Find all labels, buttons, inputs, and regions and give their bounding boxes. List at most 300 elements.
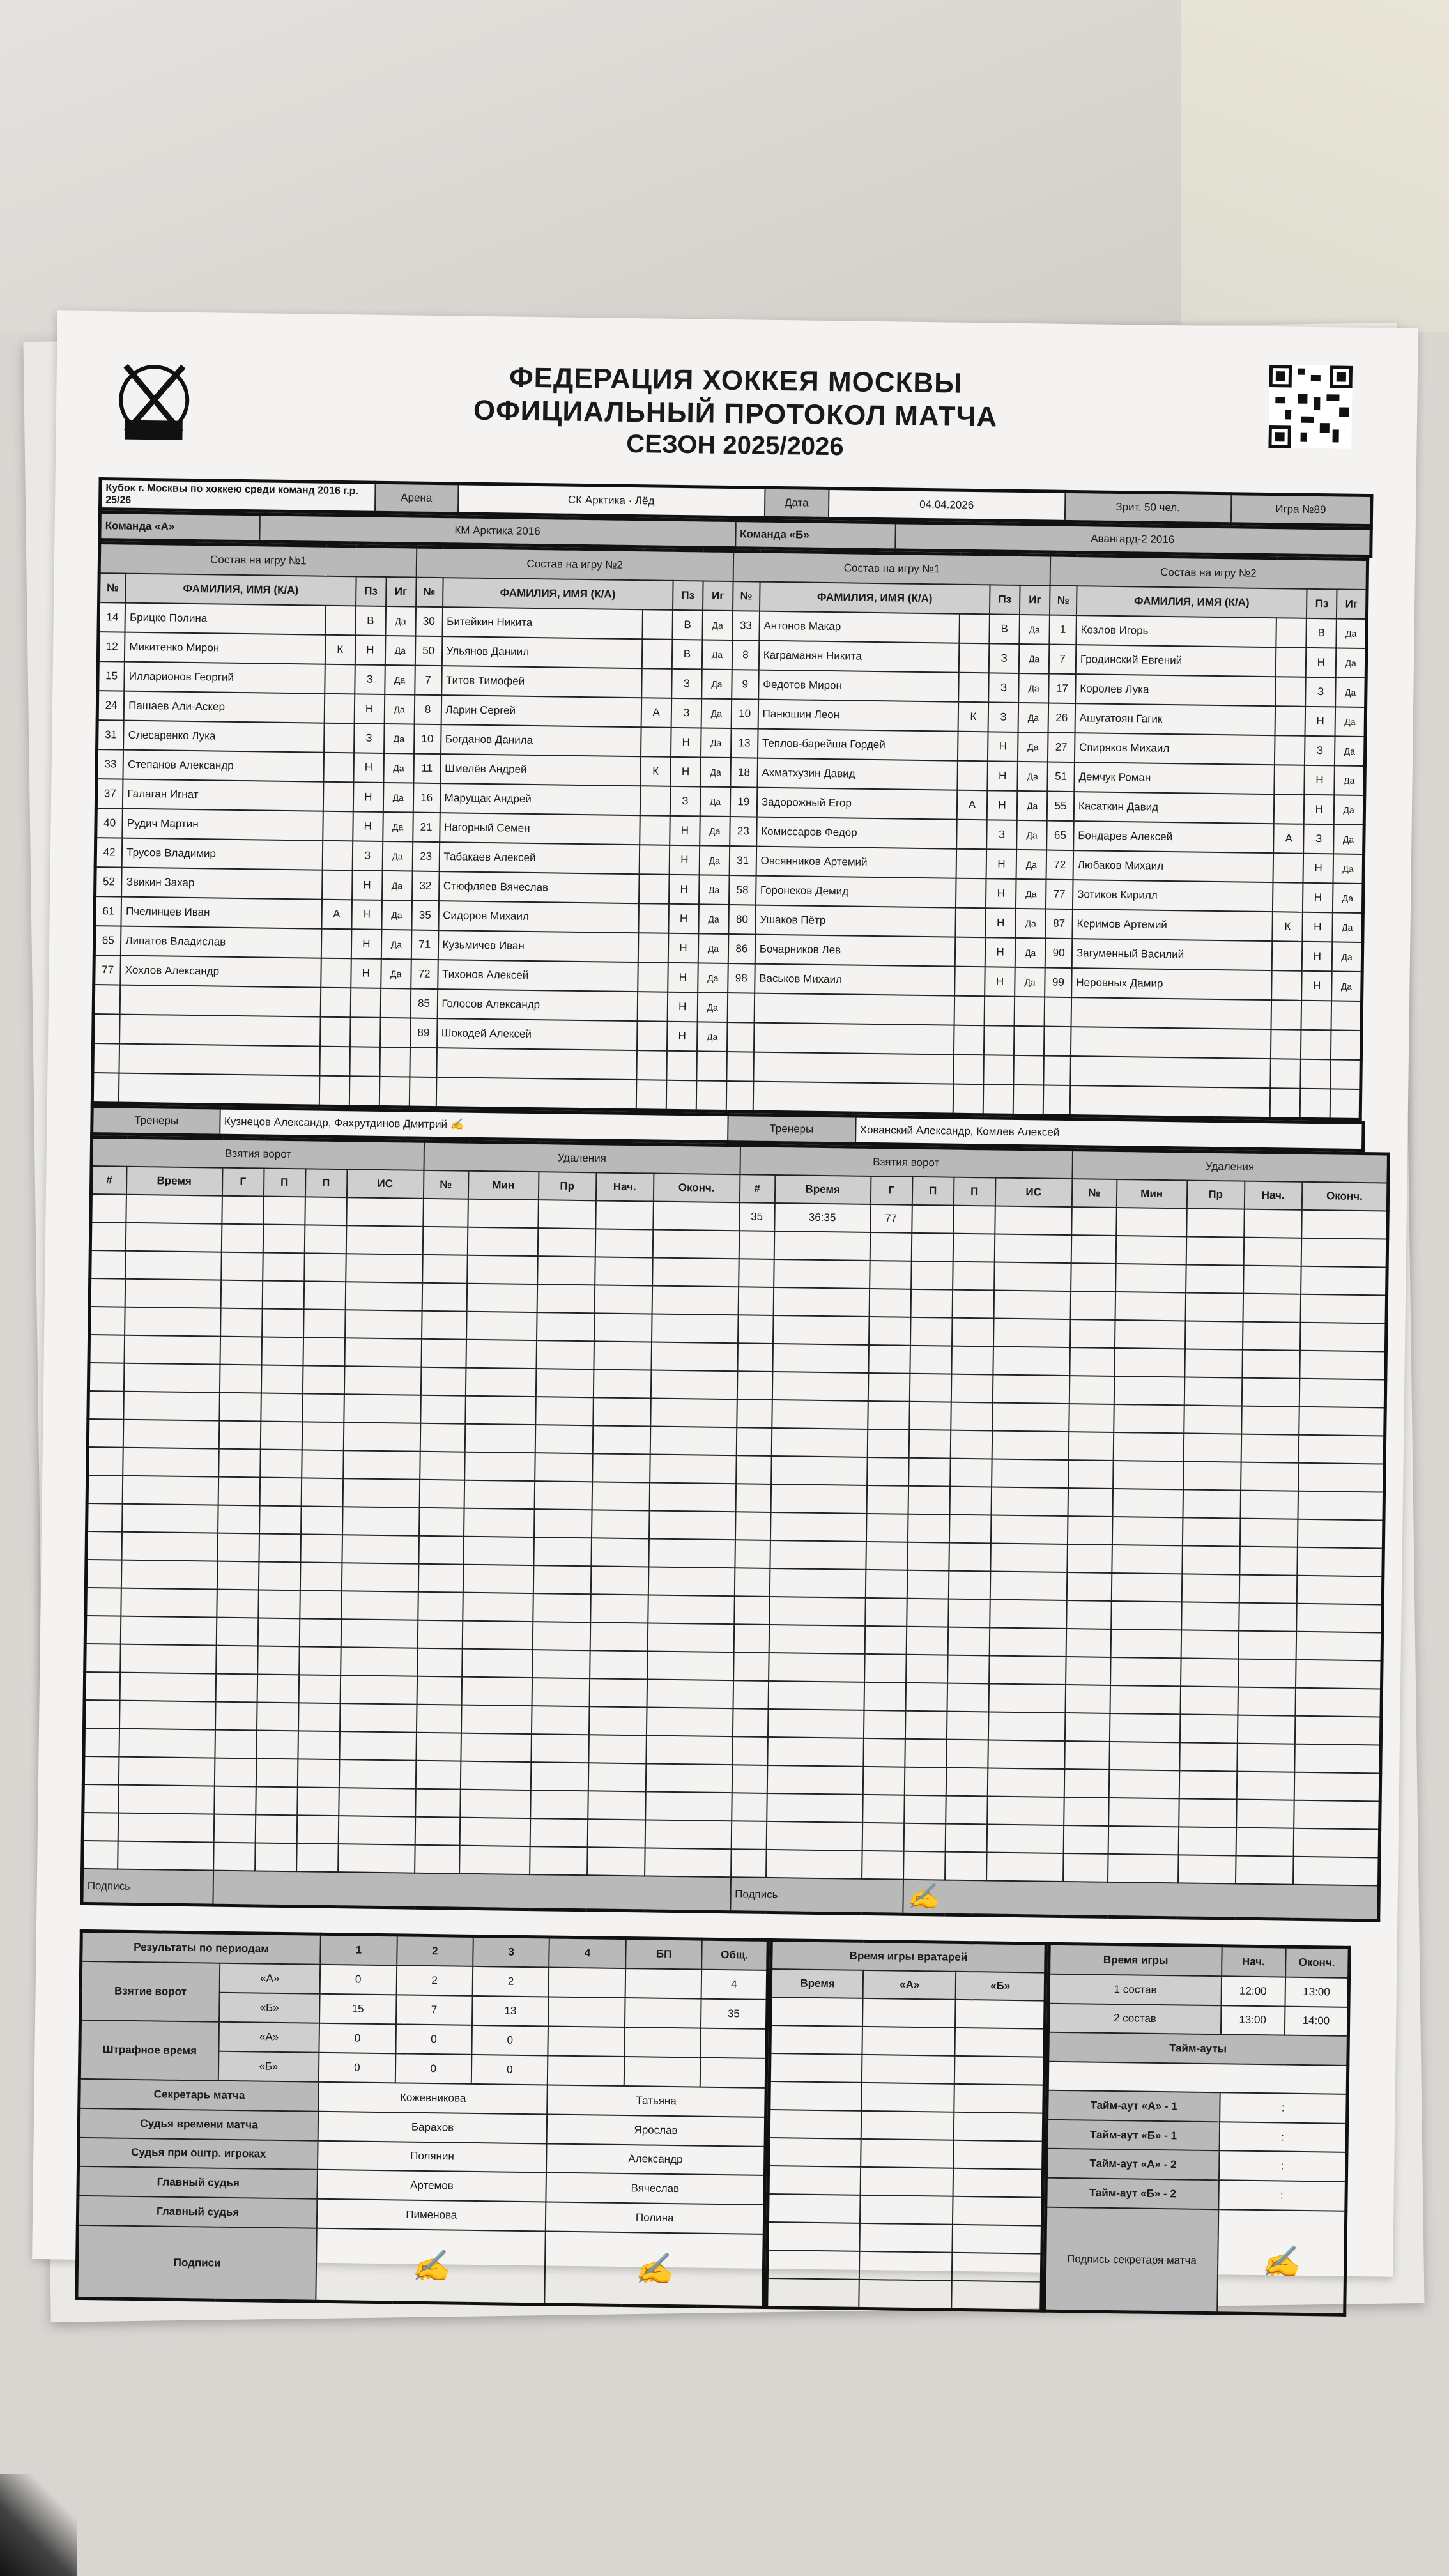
goalie-body <box>767 1997 1045 2311</box>
player-number: 17 <box>1048 674 1075 704</box>
event-cell <box>908 1430 951 1459</box>
player-role <box>641 728 671 758</box>
coaches-a-label: Тренеры <box>92 1107 220 1136</box>
event-cell <box>910 1289 953 1318</box>
event-cell <box>945 1852 987 1881</box>
event-cell <box>867 1457 909 1486</box>
event-cell <box>769 1597 866 1626</box>
event-cell <box>590 1567 648 1595</box>
event-cell <box>767 1737 864 1767</box>
event-cell <box>768 1681 864 1710</box>
event-cell <box>417 1648 463 1677</box>
event-cell <box>415 1845 460 1874</box>
event-cell <box>907 1542 949 1571</box>
pen-a-label: «А» <box>218 2022 319 2053</box>
event-cell <box>261 1337 303 1366</box>
event-cell <box>256 1731 298 1759</box>
event-cell <box>1181 1630 1239 1659</box>
official-role: Главный судья <box>78 2166 318 2199</box>
event-cell <box>304 1254 346 1282</box>
player-role <box>1275 677 1306 707</box>
penalty-col: Нач. <box>595 1173 654 1202</box>
penalty-col: № <box>1071 1179 1117 1208</box>
event-cell <box>732 1793 767 1822</box>
event-cell <box>465 1396 536 1425</box>
pen-b-p1: 0 <box>319 2053 395 2083</box>
player-played: Да <box>385 636 416 666</box>
timeout-a2-label: Тайм-аут «А» - 2 <box>1046 2149 1219 2180</box>
player-name: Ларин Сергей <box>441 695 641 727</box>
player-role <box>636 1051 667 1081</box>
event-cell <box>341 1620 418 1649</box>
player-number: 30 <box>415 607 442 637</box>
goalie-cell <box>862 2027 956 2056</box>
event-cell <box>466 1312 537 1340</box>
player-number: 19 <box>730 787 757 817</box>
player-name: Антонов Макар <box>759 611 960 643</box>
event-cell <box>417 1620 463 1649</box>
player-played: Да <box>699 875 730 905</box>
event-cell <box>1238 1687 1296 1716</box>
event-cell <box>1179 1715 1238 1744</box>
player-role <box>325 664 355 694</box>
event-cell <box>1186 1237 1244 1266</box>
sign-a-field <box>213 1871 731 1912</box>
goal-col: П <box>953 1177 995 1206</box>
player-position: Н <box>1303 912 1333 942</box>
event-cell <box>1243 1322 1301 1351</box>
event-cell <box>123 1392 220 1421</box>
event-cell <box>421 1339 466 1368</box>
timeouts-title: Тайм-ауты <box>1048 2032 1349 2066</box>
event-cell <box>531 1734 589 1763</box>
player-played: Да <box>1016 850 1047 880</box>
pen-a-so <box>624 2027 701 2057</box>
player-played: Да <box>1335 678 1366 708</box>
event-cell <box>987 1797 1064 1826</box>
player-name: Теплов-барейша Гордей <box>758 729 958 761</box>
event-cell <box>263 1225 305 1254</box>
player-played: Да <box>1332 942 1363 972</box>
player-played: Да <box>1019 615 1050 645</box>
event-cell <box>86 1588 121 1616</box>
coaches-a-names: Кузнецов Александр, Фахрутдинов Дмитрий <box>224 1116 448 1131</box>
event-cell <box>343 1423 420 1452</box>
col-played: Иг <box>703 581 733 611</box>
player-number: 55 <box>1047 792 1074 822</box>
event-cell <box>953 1206 995 1234</box>
player-position: Н <box>985 908 1016 939</box>
penalties-a-title: Удаления <box>424 1142 740 1175</box>
penalty-col: Мин <box>468 1171 539 1200</box>
event-cell <box>89 1307 125 1335</box>
player-role <box>322 870 353 900</box>
event-cell <box>1178 1855 1236 1884</box>
event-cell <box>123 1420 219 1449</box>
signature-icon: ✍ <box>907 1882 940 1912</box>
official-role: Судья при оштр. игроках <box>79 2137 318 2170</box>
player-role <box>957 761 988 791</box>
penalty-col: Нач. <box>1244 1181 1302 1210</box>
event-cell <box>297 1759 339 1788</box>
timeout-a1-value: : <box>1220 2093 1348 2124</box>
event-cell <box>945 1824 987 1853</box>
event-cell <box>91 1194 126 1223</box>
event-cell <box>1299 1407 1386 1436</box>
roster-body <box>92 602 1367 1119</box>
player-number: 65 <box>94 926 121 956</box>
goals-b-p4 <box>548 1997 625 2027</box>
player-number: 21 <box>413 813 440 843</box>
player-name: Горонеков Демид <box>756 876 956 908</box>
event-cell <box>537 1257 595 1285</box>
event-cell <box>304 1225 346 1254</box>
event-cell <box>420 1367 466 1396</box>
event-cell <box>464 1424 535 1453</box>
event-cell <box>464 1480 535 1509</box>
official-firstname: Ярослав <box>547 2114 766 2146</box>
event-cell <box>1293 1857 1380 1886</box>
event-cell <box>296 1816 339 1844</box>
event-cell <box>769 1625 865 1654</box>
event-cell <box>298 1703 340 1732</box>
event-cell <box>992 1459 1069 1489</box>
col-name: ФАМИЛИЯ, ИМЯ (К/А) <box>125 574 356 606</box>
player-role: К <box>958 702 989 732</box>
event-cell <box>731 1821 767 1850</box>
event-cell <box>1115 1320 1186 1349</box>
event-cell <box>592 1454 650 1483</box>
event-cell <box>645 1848 732 1878</box>
goals-a-p2: 2 <box>396 1966 473 1996</box>
event-cell <box>1241 1434 1299 1463</box>
player-played: Да <box>1018 673 1049 703</box>
col-number: № <box>99 573 126 603</box>
player-played <box>1331 1001 1362 1031</box>
player-name: Тихонов Алексей <box>438 960 638 992</box>
event-cell <box>298 1731 340 1760</box>
player-number: 23 <box>730 816 756 847</box>
event-cell <box>1299 1379 1386 1408</box>
event-cell <box>649 1511 736 1540</box>
event-cell <box>1114 1348 1185 1377</box>
coaches-b-label: Тренеры <box>728 1115 856 1144</box>
player-position: З <box>670 786 701 816</box>
event-cell <box>648 1567 735 1597</box>
event-cell <box>771 1456 868 1485</box>
event-cell <box>88 1391 124 1420</box>
event-cell <box>220 1280 263 1309</box>
event-cell <box>82 1813 118 1841</box>
player-name <box>120 985 321 1017</box>
event-cell <box>215 1674 257 1703</box>
col-name: ФАМИЛИЯ, ИМЯ (К/А) <box>760 582 990 615</box>
event-cell <box>1301 1210 1388 1239</box>
player-position <box>1301 1059 1331 1089</box>
event-cell <box>952 1318 994 1347</box>
event-cell <box>908 1458 951 1487</box>
player-role <box>322 841 353 871</box>
player-position: Н <box>352 871 383 901</box>
player-role <box>1270 1089 1301 1119</box>
event-cell <box>986 1825 1064 1854</box>
event-cell <box>532 1621 590 1650</box>
sign-a-label: Подпись <box>82 1869 213 1905</box>
event-cell <box>1296 1632 1383 1661</box>
col-position: Пз <box>673 581 703 611</box>
player-role <box>637 1022 668 1052</box>
player-name <box>754 993 954 1025</box>
player-role <box>319 1076 349 1107</box>
event-cell <box>301 1478 343 1507</box>
pen-b-p2: 0 <box>395 2053 471 2083</box>
player-name <box>436 1048 637 1080</box>
event-cell <box>125 1251 222 1280</box>
event-cell <box>1296 1575 1383 1605</box>
event-cell <box>1301 1266 1388 1296</box>
event-cell <box>990 1544 1068 1573</box>
player-position: Н <box>985 967 1015 997</box>
event-cell <box>904 1795 946 1824</box>
official-lastname: Полянин <box>318 2140 547 2173</box>
player-position: З <box>354 724 385 754</box>
event-cell <box>90 1250 126 1279</box>
player-name: Рудич Мартин <box>123 809 323 841</box>
gametime-title: Время игры <box>1049 1944 1222 1977</box>
tournament-name: Кубок г. Москвы по хоккею среди команд 2016 г.р. 25/26 <box>100 479 375 513</box>
player-name <box>754 1023 954 1055</box>
goalie-cell <box>769 2110 862 2139</box>
player-played: Да <box>698 934 729 964</box>
event-cell <box>1068 1488 1113 1517</box>
player-played: Да <box>702 640 733 670</box>
event-cell <box>1063 1853 1108 1882</box>
player-name: Каграманян Никита <box>758 641 959 673</box>
event-cell <box>257 1646 300 1675</box>
event-cell <box>339 1732 417 1761</box>
player-position: З <box>1303 824 1334 854</box>
event-cell <box>1294 1800 1381 1830</box>
player-number: 37 <box>96 779 123 809</box>
player-position: Н <box>671 728 702 758</box>
event-cell <box>904 1767 946 1796</box>
protocol-sheet <box>32 310 1418 2288</box>
event-cell <box>301 1506 343 1535</box>
event-cell <box>1184 1406 1242 1434</box>
desk-corner <box>1181 0 1449 332</box>
event-cell <box>594 1342 652 1370</box>
player-played: Да <box>381 959 411 989</box>
event-cell <box>653 1202 740 1231</box>
pen-b-total <box>700 2057 767 2087</box>
col-played: Иг <box>1020 585 1050 615</box>
player-position <box>983 1085 1014 1116</box>
player-number <box>409 1077 436 1108</box>
event-cell <box>1186 1209 1245 1238</box>
coaches-a <box>220 1108 728 1142</box>
goalie-cell <box>862 2055 955 2084</box>
player-number: 58 <box>729 875 756 905</box>
event-cell <box>467 1227 538 1256</box>
event-cell <box>994 1262 1071 1292</box>
event-cell <box>530 1818 588 1847</box>
goalie-cell <box>767 2250 860 2280</box>
player-played: Да <box>1333 854 1364 884</box>
goals-b-p2: 7 <box>396 1995 473 2025</box>
official-role: Главный судья <box>77 2196 317 2228</box>
goalie-cell <box>954 2056 1045 2085</box>
officials-body <box>77 2079 766 2234</box>
player-played: Да <box>381 900 412 930</box>
player-position: З <box>988 673 1019 703</box>
goalie-cell <box>860 2195 953 2225</box>
player-number: 18 <box>730 758 757 788</box>
event-cell <box>766 1821 862 1851</box>
player-position <box>350 1018 381 1048</box>
event-cell <box>468 1199 539 1228</box>
player-number: 13 <box>731 728 758 758</box>
player-number <box>93 1014 120 1044</box>
team-b-line2-title: Состав на игру №2 <box>1050 555 1368 590</box>
player-number <box>727 993 754 1023</box>
player-played: Да <box>1333 825 1364 855</box>
event-cell <box>303 1310 346 1338</box>
event-cell <box>530 1790 588 1819</box>
event-cell <box>862 1823 904 1851</box>
goalie-cell <box>859 2280 953 2310</box>
event-cell <box>1114 1376 1184 1405</box>
player-position: Н <box>1301 971 1332 1001</box>
player-number: 77 <box>1046 880 1073 910</box>
event-cell <box>647 1623 734 1653</box>
player-played <box>379 1077 410 1107</box>
player-role <box>1274 795 1305 825</box>
player-position: Н <box>667 1022 698 1052</box>
player-position <box>666 1051 697 1081</box>
event-cell <box>1115 1292 1186 1321</box>
event-cell <box>460 1761 531 1790</box>
event-cell <box>535 1397 594 1426</box>
goal-col: П <box>305 1169 347 1198</box>
event-cell <box>1243 1238 1301 1266</box>
event-cell <box>303 1338 345 1367</box>
col-played: Иг <box>386 577 417 607</box>
player-played: Да <box>700 787 731 817</box>
fhm-logo-icon <box>105 349 203 447</box>
player-number: 40 <box>96 808 123 838</box>
player-role <box>636 1080 667 1111</box>
event-cell <box>124 1335 220 1365</box>
event-cell <box>418 1536 464 1565</box>
event-cell <box>256 1703 298 1731</box>
event-cell <box>1298 1463 1385 1492</box>
player-name: Королев Лука <box>1075 674 1276 706</box>
player-played: Да <box>700 816 730 847</box>
col-number: № <box>1050 586 1077 616</box>
player-role <box>1275 736 1305 766</box>
event-cell <box>465 1368 536 1397</box>
player-position <box>1300 1089 1331 1119</box>
protocol-header <box>99 337 1372 494</box>
player-name: Илларионов Георгий <box>125 662 325 694</box>
player-name: Пчелинцев Иван <box>121 897 322 929</box>
col-played: Иг <box>1337 590 1367 620</box>
event-cell <box>532 1650 590 1678</box>
event-cell <box>1112 1489 1183 1517</box>
goalie-cell <box>862 1998 956 2028</box>
event-cell <box>771 1428 868 1457</box>
event-cell <box>993 1347 1070 1376</box>
goals-a-p3: 2 <box>473 1966 549 1997</box>
player-position <box>350 988 381 1018</box>
event-cell <box>993 1291 1071 1320</box>
event-cell <box>121 1532 218 1561</box>
event-cell <box>256 1759 298 1788</box>
event-cell <box>946 1768 988 1797</box>
team-b-label: Команда «Б» <box>735 521 896 550</box>
player-played: Да <box>1337 619 1367 649</box>
team-a-line1-title: Состав на игру №1 <box>99 543 417 578</box>
event-cell <box>769 1653 865 1682</box>
event-cell <box>217 1590 259 1618</box>
event-cell <box>589 1679 647 1708</box>
player-role: К <box>1273 912 1303 942</box>
goalie-cell <box>768 2166 861 2195</box>
event-cell <box>341 1563 418 1593</box>
event-cell <box>869 1289 911 1317</box>
player-position: Н <box>668 904 699 934</box>
event-cell <box>119 1701 216 1730</box>
goalie-cell <box>767 2194 861 2223</box>
player-number <box>1044 1027 1071 1057</box>
player-name: Стюфляев Вячеслав <box>439 871 640 903</box>
player-number: 61 <box>95 896 121 926</box>
player-position: Н <box>985 938 1016 968</box>
player-position: Н <box>351 930 381 960</box>
events-table <box>80 1135 1390 1922</box>
goalie-row <box>767 2194 1043 2226</box>
goalie-cell <box>770 1997 863 2027</box>
player-number: 50 <box>415 636 442 666</box>
event-cell <box>1237 1715 1295 1744</box>
col-name: ФАМИЛИЯ, ИМЯ (К/А) <box>443 578 673 610</box>
event-cell <box>593 1398 651 1427</box>
event-cell <box>1068 1460 1114 1489</box>
event-cell <box>773 1315 870 1345</box>
event-cell <box>1186 1265 1244 1294</box>
player-position: Н <box>1303 854 1334 884</box>
event-cell <box>866 1485 908 1514</box>
event-cell <box>300 1563 342 1591</box>
event-cell <box>255 1815 297 1844</box>
event-cell <box>1238 1631 1296 1660</box>
player-played: Да <box>1333 913 1363 943</box>
event-cell <box>593 1370 651 1399</box>
event-cell <box>258 1562 300 1591</box>
player-name: Микитенко Мирон <box>125 632 325 664</box>
player-name <box>1070 1085 1271 1119</box>
player-role <box>321 929 351 959</box>
event-cell <box>1237 1744 1295 1772</box>
signature-referee-2-icon: ✍ <box>545 2232 765 2308</box>
player-position: З <box>352 841 383 871</box>
event-cell <box>1239 1603 1297 1632</box>
player-name: Гродинский Евгений <box>1076 645 1276 677</box>
timeout-a2-value: : <box>1218 2151 1347 2182</box>
player-name <box>119 1015 320 1046</box>
player-name: Овсянников Артемий <box>756 847 956 878</box>
event-cell <box>1183 1434 1241 1462</box>
